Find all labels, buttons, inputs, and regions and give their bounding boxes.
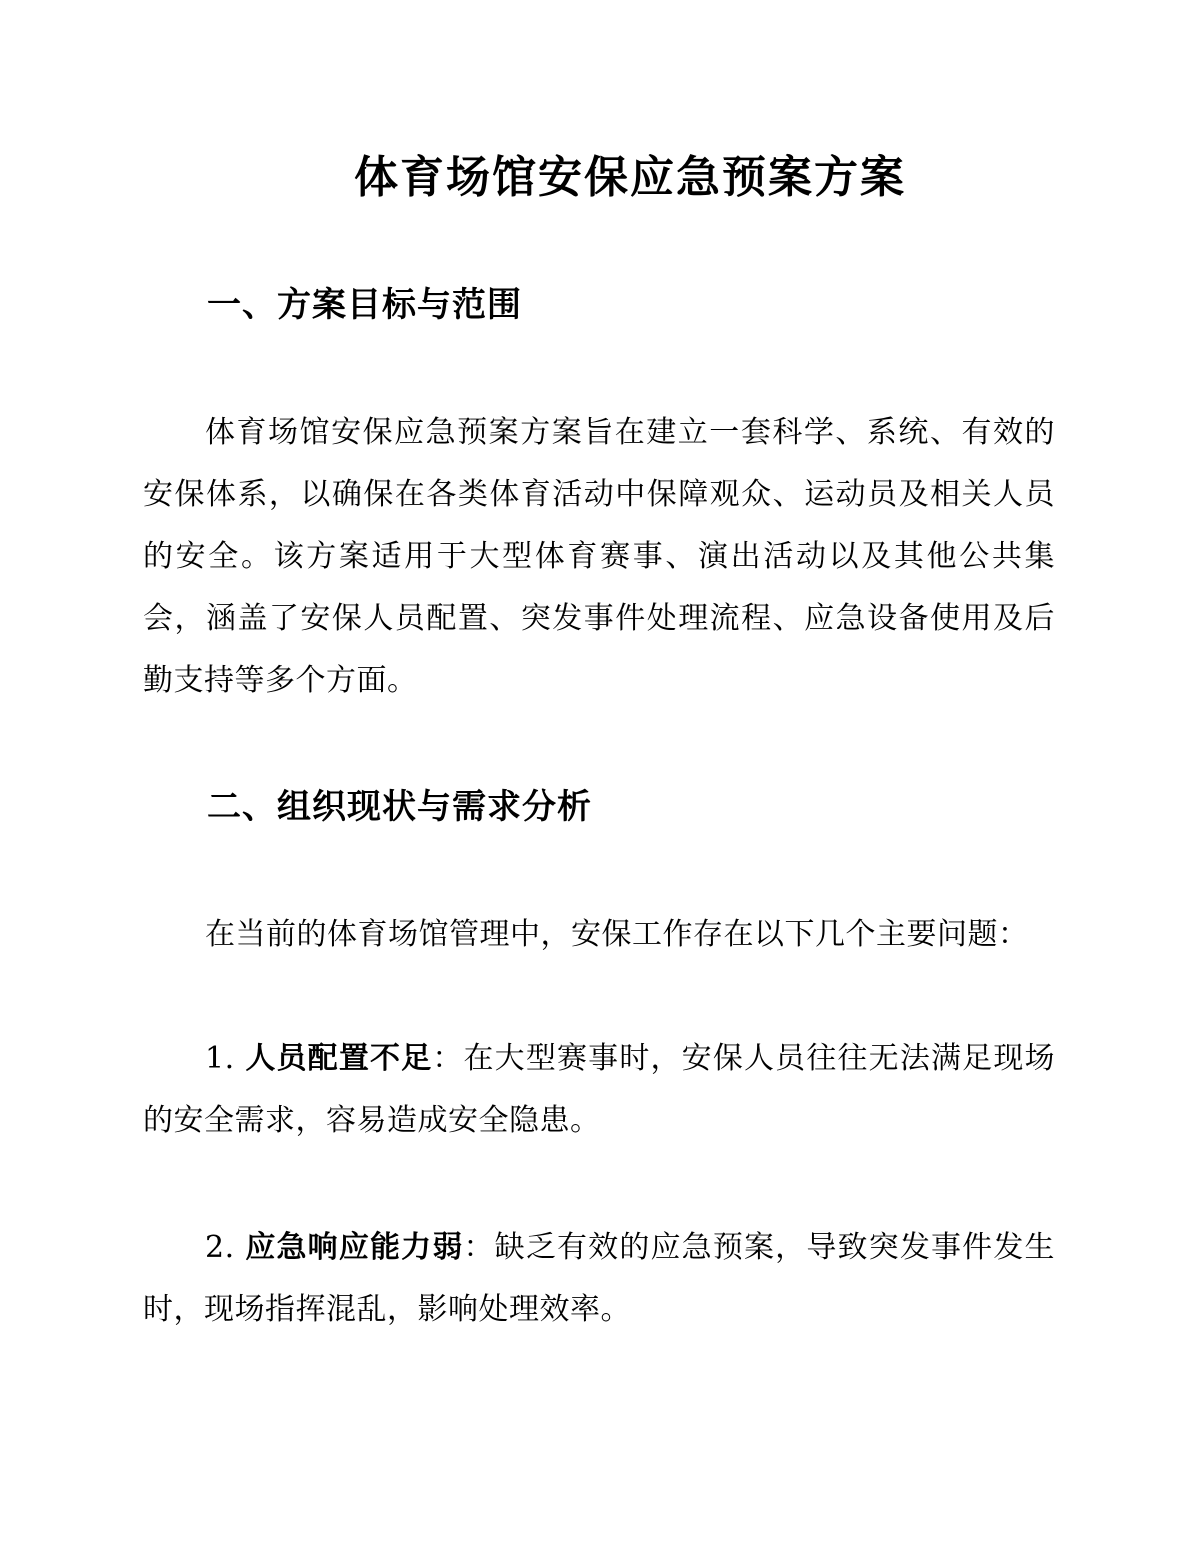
list-item-1-label: 人员配置不足 [245,1041,433,1076]
list-item-1 [143,1028,1055,1152]
section-2-intro: 在当前的体育场馆管理中，安保工作存在以下几个主要问题： [205,917,1029,952]
document-title: 体育场馆安保应急预案方案 [354,152,906,203]
list-item-1-text: ：在大型赛事时，安保人员往往无法满足现场的安全需求，容易造成安全隐患。 [143,1041,1055,1138]
list-item-1-number: 1. [205,1041,246,1076]
list-item-2-text: ：缺乏有效的应急预案，导致突发事件发生时，现场指挥混乱，影响处理效率。 [143,1230,1055,1327]
section-1-paragraph: 体育场馆安保应急预案方案旨在建立一套科学、系统、有效的安保体系，以确保在各类体育活动中保障观众、运动员及相关人员的安全。该方案适用于大型体育赛事、演出活动以及其他公共集会，涵盖了安保人员配置、突发事件处理流程、应急设备使用及后勤支持等多个方面。 [143,415,1055,698]
section-heading-1: 一、方案目标与范围 [207,285,522,325]
list-item-2-number: 2. [205,1230,246,1265]
list-item-2 [143,1217,1055,1341]
section-heading-2: 二、组织现状与需求分析 [207,787,592,827]
list-item-2-label: 应急响应能力弱 [245,1230,464,1265]
